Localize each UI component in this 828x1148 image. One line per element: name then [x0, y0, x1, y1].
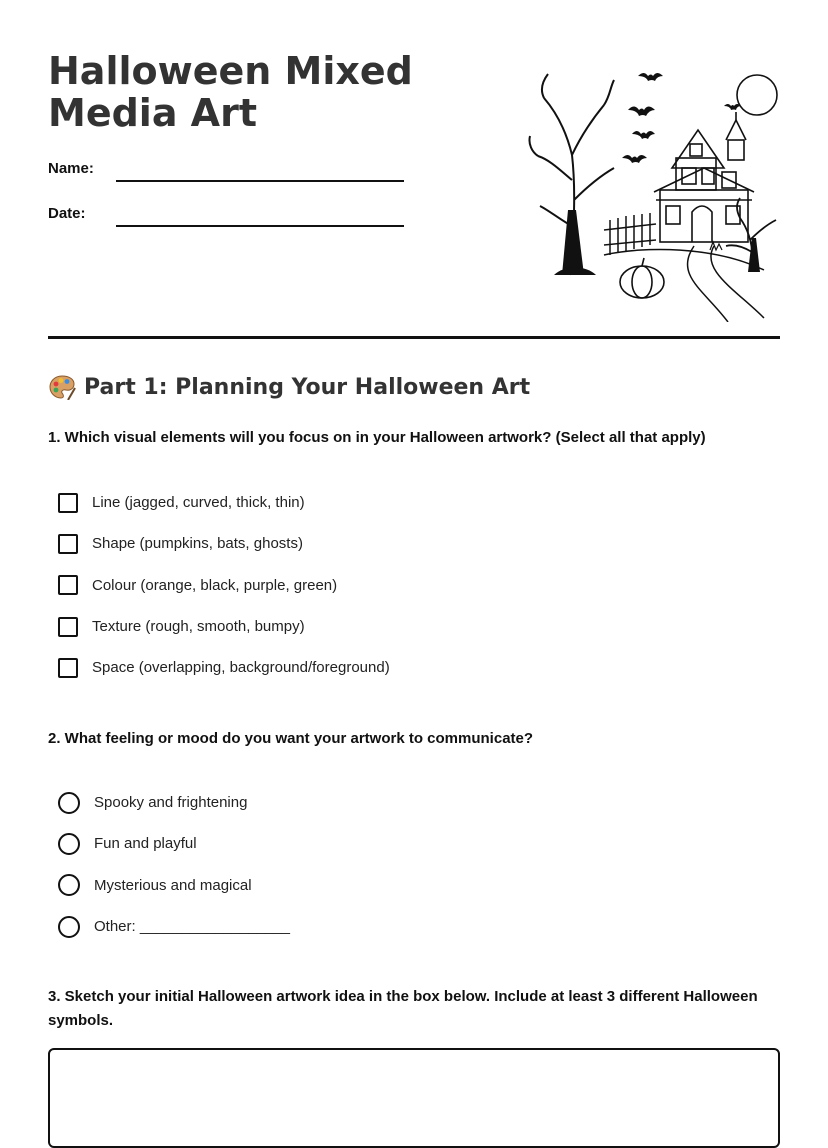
q1-options — [58, 482, 390, 688]
question-1: 1. Which visual elements will you focus on in your Halloween artwork? (Select all that apply) — [48, 429, 706, 446]
page-title: Halloween Mixed Media Art — [48, 49, 413, 135]
sketch-box[interactable] — [48, 1048, 780, 1148]
question-2: 2. What feeling or mood do you want your artwork to communicate? — [48, 730, 534, 747]
haunted-house-illustration — [514, 60, 780, 322]
q1-option-colour[interactable] — [58, 565, 390, 606]
q1-option-line[interactable] — [58, 482, 390, 523]
q2-option-fun[interactable] — [58, 823, 290, 864]
q2-option-spooky[interactable] — [58, 782, 290, 823]
option-label: Fun and playful — [94, 835, 197, 853]
option-label: Texture (rough, smooth, bumpy) — [92, 618, 305, 636]
name-field[interactable] — [116, 180, 404, 182]
radio-button[interactable] — [58, 874, 80, 896]
option-label: Line (jagged, curved, thick, thin) — [92, 494, 305, 512]
name-label: Name: — [48, 160, 94, 177]
option-label: Spooky and frightening — [94, 794, 248, 812]
part1-heading — [48, 374, 530, 400]
palette-icon — [48, 374, 76, 400]
radio-button[interactable] — [58, 916, 80, 938]
radio-button[interactable] — [58, 792, 80, 814]
checkbox[interactable] — [58, 534, 78, 554]
q1-option-shape[interactable] — [58, 523, 390, 564]
q2-option-mysterious[interactable] — [58, 865, 290, 906]
q1-option-texture[interactable] — [58, 606, 390, 647]
header-divider — [48, 336, 780, 339]
option-label: Mysterious and magical — [94, 876, 252, 894]
date-field[interactable] — [116, 225, 404, 227]
radio-button[interactable] — [58, 833, 80, 855]
q2-option-other[interactable] — [58, 906, 290, 947]
option-label: Colour (orange, black, purple, green) — [92, 576, 338, 594]
checkbox[interactable] — [58, 493, 78, 513]
q1-option-space[interactable] — [58, 647, 390, 688]
worksheet-page — [48, 0, 780, 1118]
checkbox[interactable] — [58, 658, 78, 678]
option-label: Space (overlapping, background/foreground) — [92, 659, 390, 677]
date-label: Date: — [48, 205, 86, 222]
part1-title: Part 1: Planning Your Halloween Art — [84, 374, 531, 400]
checkbox[interactable] — [58, 617, 78, 637]
q2-options — [58, 782, 290, 947]
option-label: Other: __________________ — [94, 918, 291, 936]
question-3: 3. Sketch your initial Halloween artwork idea in the box below. Include at least 3 different Halloween symbols. — [48, 988, 758, 1029]
checkbox[interactable] — [58, 575, 78, 595]
option-label: Shape (pumpkins, bats, ghosts) — [92, 535, 303, 553]
